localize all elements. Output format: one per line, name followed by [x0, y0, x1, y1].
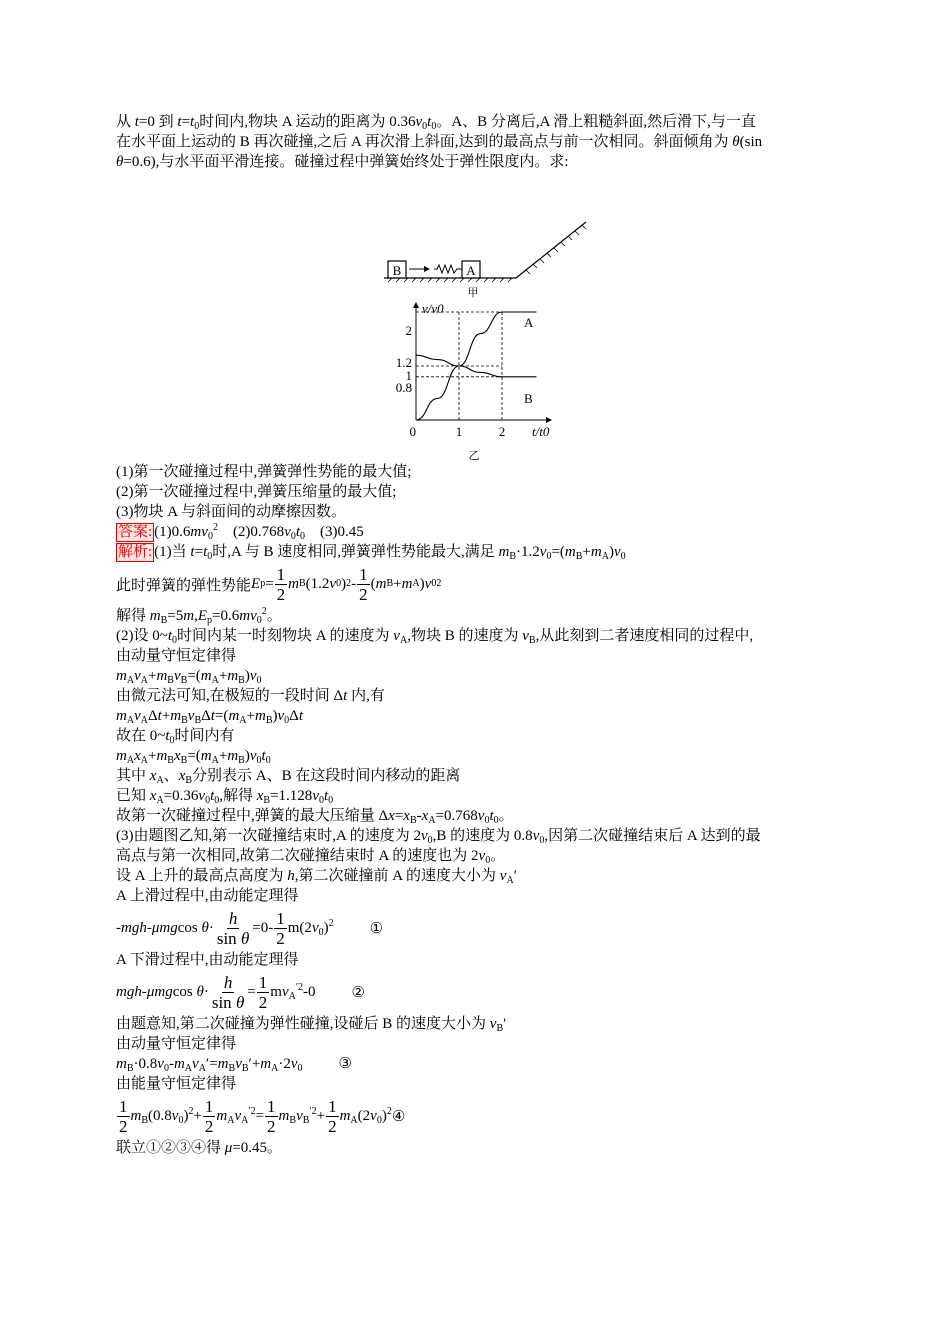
analysis-line-21: 由能量守恒定律得 — [116, 1076, 237, 1092]
equation-3-body: $m_B\cdot 0.8v_0-m_Av_A'=m_Bv_B'+m_A\cdot 2v_0$ — [116, 1056, 303, 1074]
incline-hatch — [526, 225, 586, 274]
y-axis-arrow — [413, 302, 419, 308]
problem-line-2: 在水平面上运动的 B 再次碰撞,之后 A 再次滑上斜面,达到的最高点与前一次相同。斜面倾角为 θ(sin — [116, 134, 763, 150]
spring — [434, 265, 462, 273]
equation-1-mark: ① — [369, 920, 384, 937]
analysis-line-15: 高点与第一次相同,故第二次碰撞结束时 A 的速度也为 $2v_0$。 — [116, 848, 506, 866]
analysis-line-20: 由动量守恒定律得 — [116, 1036, 237, 1052]
curve-b-label: B — [524, 391, 533, 406]
analysis-line-13: 故第一次碰撞过程中,弹簧的最大压缩量 $\Delta x=x_B-x_A=0.768v_0t_0$。 — [116, 808, 514, 826]
x-axis-label: t/t0 — [532, 424, 550, 439]
answer-part-2: $(2)0.768v_0t_0$ — [232, 524, 306, 542]
figure-jia-label: 甲 — [467, 287, 479, 299]
analysis-line-4: (2)设 $0\sim t_0$时间内某一时刻物块 A 的速度为 $v_A$,物块 B 的速度为 $v_B$,从此刻到二者速度相同的过程中, — [116, 628, 754, 646]
answer-line — [116, 522, 836, 542]
figure-area — [116, 172, 836, 462]
x-tick-2: 2 — [498, 424, 506, 439]
equation-4-body: $\frac{1}{2}$ $m_B(0.8v_0)^2+$ $\frac{1}{2}$ $m_Av_A^{'2}=$ $\frac{1}{2}$ $m_Bv_B^{'2}+$ $\frac{1}{2}$ $m_A(2v_0)^2$ — [119, 1096, 392, 1136]
analysis-line-16: 设 A 上升的最高点高度为 h,第二次碰撞前 A 的速度大小为 $v_A'$ — [116, 868, 517, 886]
y-tick-0-8: 0.8 — [395, 380, 412, 395]
analysis-line-22: 联立①②③④得 μ=0.45。 — [116, 1140, 283, 1156]
x-tick-0: 0 — [409, 424, 416, 439]
curve-a-label: A — [524, 315, 534, 330]
analysis-line-3: 解得 $m_B=5m,E_p=0.6mv_0^2$。 — [116, 606, 282, 626]
analysis-line-1 — [116, 542, 836, 562]
analysis-tag: 解析: — [118, 544, 153, 560]
block-a-label: A — [466, 263, 476, 278]
problem-line-1: 从 t=0 到 $t=t_0$时间内,物块 A 运动的距离为 $0.36v_0t_0$。A、B 分离后,A 滑上粗糙斜面,然后滑下,与一直 — [116, 114, 756, 132]
x-axis-arrow — [546, 417, 552, 423]
y-axis-label: v/v0 — [422, 301, 444, 316]
equation-3-mark: ③ — [338, 1056, 352, 1072]
equation-1 — [116, 906, 836, 950]
analysis-line-17: A 上滑过程中,由动能定理得 — [116, 888, 299, 904]
y-tick-2: 2 — [405, 323, 412, 338]
answer-part-1: $(1)0.6mv_0^2$ — [154, 522, 218, 542]
analysis-line-5: 由动量守恒定律得 — [116, 648, 237, 664]
analysis-equation-ep: 此时弹簧的弹性势能 E p = $\frac{1}{2}$ m B (1.2 v 0 ) 2 - $\frac{1}{2}$ ( m B + m A ) v 0 2 — [116, 564, 442, 604]
velocity-graph — [396, 301, 552, 462]
analysis-line-11: 其中 $x_A$、$x_B$分别表示 A、B 在这段时间内移动的距离 — [116, 768, 461, 786]
equation-2 — [116, 970, 836, 1014]
equation-3 — [116, 1054, 836, 1074]
analysis-line-10: $m_Ax_A+m_Bx_B=(m_A+m_B)v_0t_0$ — [116, 748, 271, 766]
analysis-line-18: A 下滑过程中,由动能定理得 — [116, 952, 299, 968]
velocity-arrow-head — [424, 266, 430, 272]
equation-4 — [116, 1094, 836, 1138]
incline-line — [516, 222, 586, 278]
analysis-line-6: $m_Av_A+m_Bv_B=(m_A+m_B)v_0$ — [116, 668, 262, 686]
problem-line-3: θ=0.6),与水平面平滑连接。碰撞过程中弹簧始终处于弹性限度内。求: — [116, 154, 569, 170]
analysis-line-14: (3)由题图乙知,第一次碰撞结束时,A 的速度为 $2v_0,B$ 的速度为 $0.8v_0$,因第二次碰撞结束后 A 达到的最 — [116, 828, 761, 846]
analysis-line-8: $m_Av_A\Delta t+m_Bv_B\Delta t=(m_A+m_B)v_0\Delta t$ — [116, 708, 303, 726]
question-2: (2)第一次碰撞过程中,弹簧压缩量的最大值; — [116, 484, 397, 500]
question-1: (1)第一次碰撞过程中,弹簧弹性势能的最大值; — [116, 464, 412, 480]
equation-2-body: mgh-μmgcos θ· $\frac{h}{\text{sin θ}}$ = $\frac{1}{2}$ $mv_A^{'2}-0$ — [116, 972, 316, 1012]
x-tick-1: 1 — [455, 424, 463, 439]
analysis-step-1: (1)当 $t=t_0$时,A 与 B 速度相同,弹簧弹性势能最大,满足 $m_B\cdot 1.2v_0=(m_B+m_A)v_0$ — [154, 544, 626, 562]
answer-part-3: (3)0.45 — [320, 524, 364, 540]
ground-hatch — [388, 278, 512, 282]
analysis-line-12: 已知 $x_A=0.36v_0t_0$,解得 $x_B=1.128v_0t_0$ — [116, 788, 334, 806]
document-page — [116, 112, 836, 1158]
y-tick-1: 1 — [405, 368, 412, 383]
analysis-line-7: 由微元法可知,在极短的一段时间 Δt 内,有 — [116, 688, 385, 704]
analysis-line-19: 由题意知,第二次碰撞为弹性碰撞,设碰后 B 的速度大小为 $v_B'$ — [116, 1016, 507, 1034]
figure-yi-label: 乙 — [468, 450, 480, 462]
analysis-line-9: 故在 $0\sim t_0$时间内有 — [116, 728, 235, 746]
y-tick-1-2: 1.2 — [395, 355, 412, 370]
figure-svg — [116, 172, 836, 462]
block-b-label: B — [392, 263, 402, 278]
equation-2-mark: ② — [351, 984, 365, 1001]
equation-4-mark: ④ — [391, 1108, 406, 1125]
answer-tag: 答案: — [118, 524, 153, 540]
question-3: (3)物块 A 与斜面间的动摩擦因数。 — [116, 504, 346, 520]
equation-1-body: -mgh-μmgcos θ· $\frac{h}{\text{sin θ}}$ =0- $\frac{1}{2}$ $m(2v_0)^2$ — [116, 908, 334, 948]
